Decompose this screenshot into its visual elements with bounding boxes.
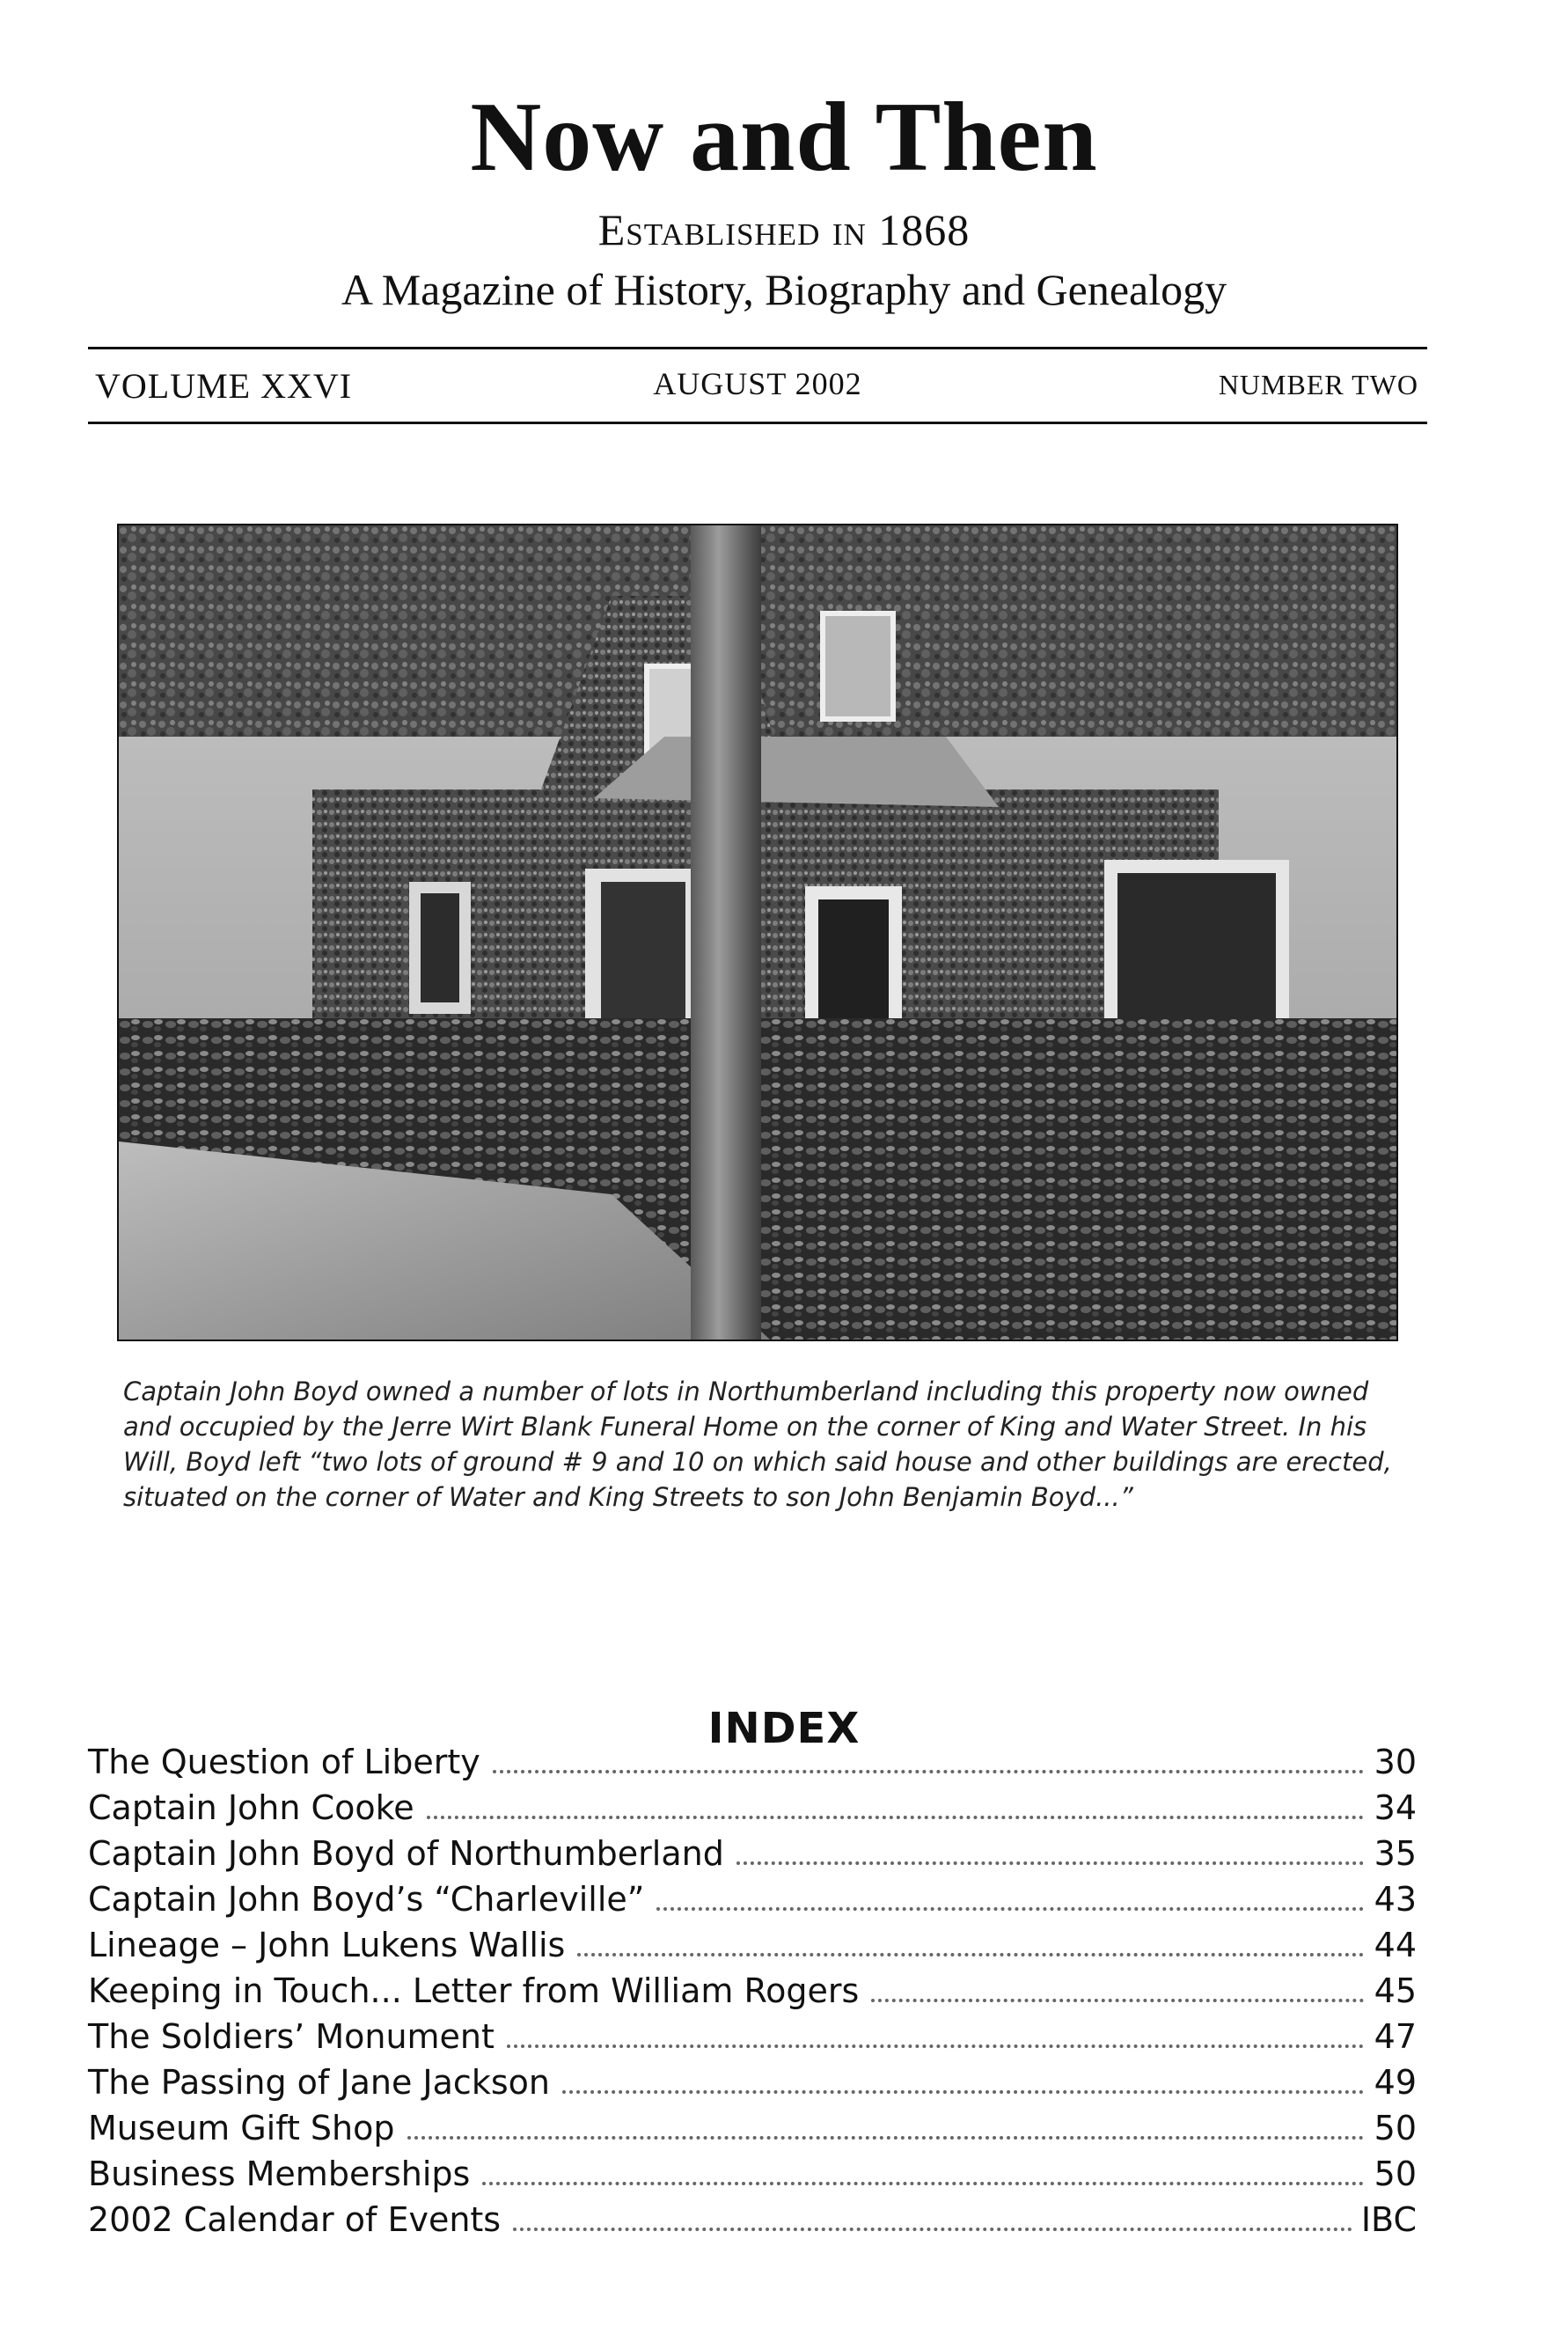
index-entry-page: 43 <box>1374 1880 1417 1919</box>
index-entry <box>88 2017 1417 2063</box>
index-entry-page: 44 <box>1374 1926 1417 1964</box>
masthead <box>0 83 1568 315</box>
index-entry-title: The Question of Liberty <box>88 1743 480 1781</box>
index-entry-page: 50 <box>1374 2154 1417 2193</box>
index-entry-title: Keeping in Touch... Letter from William Rogers <box>88 1971 860 2010</box>
house-photo-illustration <box>119 525 1396 1340</box>
index-entry-title: Lineage – John Lukens Wallis <box>88 1926 566 1964</box>
index-entry-page: 50 <box>1374 2109 1417 2147</box>
cover-photo <box>117 524 1398 1341</box>
index-entry-title: Captain John Boyd’s “Charleville” <box>88 1880 645 1919</box>
volume-label: VOLUME XXVI <box>95 366 353 406</box>
index-entry-page: 45 <box>1374 1971 1417 2010</box>
index-entry <box>88 2109 1417 2154</box>
dot-leader <box>736 1861 1364 1865</box>
index-entry <box>88 2154 1417 2200</box>
index-list <box>88 1743 1417 2246</box>
index-entry <box>88 1880 1417 1926</box>
index-entry <box>88 1971 1417 2017</box>
index-entry-page: 49 <box>1374 2063 1417 2102</box>
magazine-subtitle: A Magazine of History, Biography and Genealogy <box>341 265 1227 314</box>
index-entry-page: 35 <box>1374 1834 1417 1873</box>
index-entry-title: Museum Gift Shop <box>88 2109 395 2147</box>
index-entry <box>88 1834 1417 1880</box>
index-entry-title: Business Memberships <box>88 2154 471 2193</box>
dot-leader <box>407 2136 1365 2140</box>
dot-leader <box>482 2182 1364 2185</box>
index-entry-title: 2002 Calendar of Events <box>88 2200 502 2239</box>
dot-leader <box>656 1907 1364 1911</box>
index-entry-title: Captain John Boyd of Northumberland <box>88 1834 724 1873</box>
index-entry-title: Captain John Cooke <box>88 1788 414 1827</box>
issue-number: NUMBER TWO <box>1218 369 1418 400</box>
dot-leader <box>493 1770 1364 1773</box>
index-entry-page: 47 <box>1374 2017 1417 2056</box>
index-entry <box>88 1743 1417 1788</box>
issue-date: AUGUST 2002 <box>653 366 862 401</box>
magazine-title: Now and Then <box>470 83 1098 192</box>
dot-leader <box>577 1953 1364 1956</box>
index-entry <box>88 2200 1417 2246</box>
index-entry <box>88 1788 1417 1834</box>
index-entry <box>88 1926 1417 1971</box>
index-heading: INDEX <box>707 1703 861 1753</box>
index-entry-page: 30 <box>1374 1743 1417 1781</box>
dot-leader <box>562 2090 1364 2094</box>
index-entry <box>88 2063 1417 2109</box>
photo-caption: Captain John Boyd owned a number of lots in Northumberland including this property now owned and occupied by the Jerre Wirt Blank Funeral Home on the corner of King and Water Street. In his Will, Boyd left “two lots of ground # 9 and 10 on which said house and other buildings are erected, situated on the corner of Water and King Streets to son John Benjamin Boyd...” <box>123 1376 1392 1512</box>
dot-leader <box>507 2044 1364 2048</box>
index-entry-title: The Soldiers’ Monument <box>88 2017 495 2056</box>
index-entry-page: IBC <box>1360 2200 1417 2239</box>
index-entry-title: The Passing of Jane Jackson <box>88 2063 550 2102</box>
dot-leader <box>871 1999 1364 2002</box>
dot-leader <box>427 1816 1364 1819</box>
index-entry-page: 34 <box>1374 1788 1417 1827</box>
issue-info-bar <box>88 347 1427 424</box>
established-line: Established in 1868 <box>597 205 971 254</box>
dot-leader <box>513 2228 1352 2231</box>
